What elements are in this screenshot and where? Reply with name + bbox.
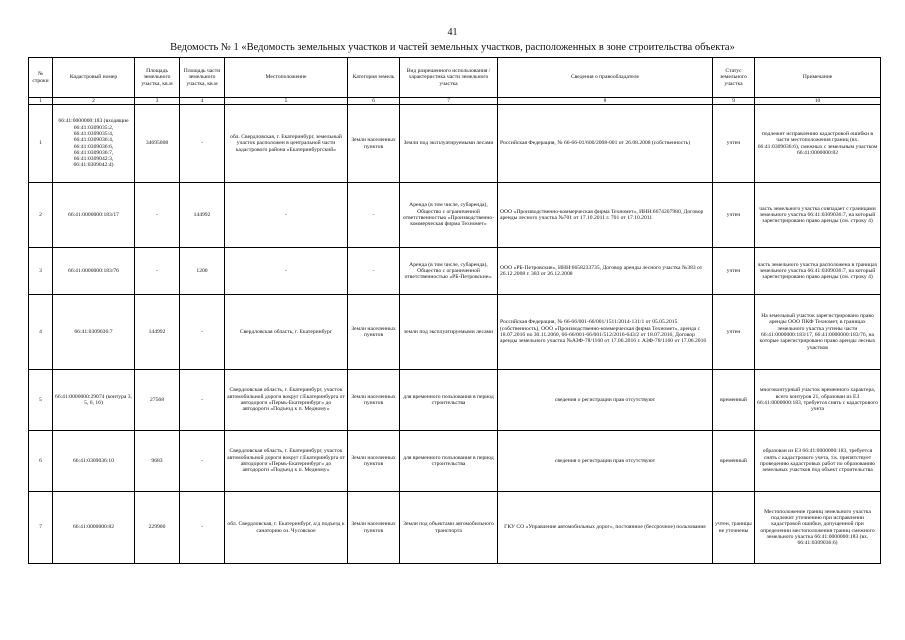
owner-info: ООО «РБ-Петровские», ИНН:6658233735, Договор аренды лесного участка №383 от 26.12.2008 г. 383 от 26.12.2008 xyxy=(498,248,713,295)
column-number: 8 xyxy=(498,98,713,105)
row-number: 2 xyxy=(29,183,53,248)
permitted-use: Земли под объектами автомобильного транспорта xyxy=(400,492,498,564)
cadastral-number: 66:41:0309036:10 xyxy=(53,431,135,492)
note: образован из ЕЗ 66:41:0000000:183, требуется снять с кадастрового учета, т.к. препятствует проведению кадастровых работ по образованию земельных участков под объект строительства xyxy=(755,431,881,492)
document-title: Ведомость № 1 «Ведомость земельных участков и частей земельных участков, расположенных в зоне строительства объекта» xyxy=(170,42,735,53)
table-row xyxy=(29,183,881,248)
land-category: - xyxy=(348,248,400,295)
land-category: Земли населенных пунктов xyxy=(348,105,400,183)
owner-info: ООО «Производственно-коммерческая фирма Техномет», ИНН:6674207980, Договор аренды лесного участка №701 от 17.10.2011 г. 701 от 17.10.2011 xyxy=(498,183,713,248)
header-note: Примечание xyxy=(755,58,881,98)
column-number: 9 xyxy=(713,98,755,105)
header-part-area: Площадь части земельного участка, кв.м xyxy=(180,58,225,98)
location: - xyxy=(225,248,348,295)
plot-area: 9683 xyxy=(135,431,180,492)
plot-status: учтен xyxy=(713,183,755,248)
table-row xyxy=(29,105,881,183)
table-row xyxy=(29,295,881,370)
plot-area: 27568 xyxy=(135,370,180,431)
owner-info: ГКУ СО «Управление автомобильных дорог», постоянное (бессрочное) пользование xyxy=(498,492,713,564)
permitted-use: Земли под эксплуатируемыми лесами xyxy=(400,105,498,183)
part-area: 144992 xyxy=(180,183,225,248)
header-row-number: № строки xyxy=(29,58,53,98)
header-plot-area: Площадь земельного участка, кв.м xyxy=(135,58,180,98)
column-number: 2 xyxy=(53,98,135,105)
location: обл. Свердловская, г. Екатеринбург, а/д подъезд к санаторию оз. Чусовское xyxy=(225,492,348,564)
note: часть земельного участка расположена в границах земельного участка 66:41:0309036:7, на который зарегистрировано право аренды (см. строку 4) xyxy=(755,248,881,295)
cadastral-number: 66:41:0000000:82 xyxy=(53,492,135,564)
note: часть земельного участка совпадает с границами земельного участка 66:41:0309036:7, на который зарегистрировано право аренды (см. строку 4) xyxy=(755,183,881,248)
column-number: 5 xyxy=(225,98,348,105)
plot-status: учтен xyxy=(713,248,755,295)
header-status: Статус земельного участка xyxy=(713,58,755,98)
owner-info: Российская Федерация, № 66-66/001-66/001/1511/2014-131/1 от 05.05.2015 (собственность), ООО «Производственно-коммерческая фирма Техномет», аренда с 18.07.2016 по 30.11.2060, 66-66/001-66/001/512/2016-643/2 от 18.07.2016, Договор аренды земельного участка №АЗФ-78/1160 от 17.06.2016 г. АЗФ-78/1160 от 17.06.2016 xyxy=(498,295,713,370)
land-category: Земли населенных пунктов xyxy=(348,295,400,370)
table-row xyxy=(29,370,881,431)
cadastral-number: 66:41:0309036:7 xyxy=(53,295,135,370)
plot-area: 144992 xyxy=(135,295,180,370)
location: Свердловская область, г. Екатеринбург xyxy=(225,295,348,370)
note: подлежит исправлению кадастровой ошибки в части местоположения границ (вх. 66:41:0309036:6), смежных с земельным участком 66:41:0000000:82 xyxy=(755,105,881,183)
table-row xyxy=(29,492,881,564)
location: Свердловская область, г. Екатеринбург, участок автомобильной дороги вокруг г.Екатеринбурга от автодороги «Пермь-Екатеринбург» до автодороги «Подъезд к п. Медному» xyxy=(225,431,348,492)
header-land-category: Категория земель xyxy=(348,58,400,98)
column-number: 3 xyxy=(135,98,180,105)
page-number: 41 xyxy=(447,27,458,38)
part-area: - xyxy=(180,370,225,431)
location: - xyxy=(225,183,348,248)
row-number: 1 xyxy=(29,105,53,183)
column-number: 7 xyxy=(400,98,498,105)
table-header-row xyxy=(29,58,881,98)
column-number: 10 xyxy=(755,98,881,105)
row-number: 4 xyxy=(29,295,53,370)
land-category: Земли населенных пунктов xyxy=(348,492,400,564)
part-area: - xyxy=(180,295,225,370)
permitted-use: земли под эксплуатируемыми лесами xyxy=(400,295,498,370)
column-number: 6 xyxy=(348,98,400,105)
table-row xyxy=(29,431,881,492)
part-area: 1200 xyxy=(180,248,225,295)
note: Местоположение границ земельного участка подлежит уточнению при исправлении кадастровой ошибки, допущенной при определении местоположения границ смежного земельного участка 66:41:0000000:183 (вх. 66:41:0309036:6) xyxy=(755,492,881,564)
part-area: - xyxy=(180,105,225,183)
table-row xyxy=(29,248,881,295)
header-location: Местоположение xyxy=(225,58,348,98)
column-numbers-row xyxy=(29,98,881,105)
land-category: - xyxy=(348,183,400,248)
note: На земельный участок зарегистрировано право аренды ООО ПКФ Техномет, в границах земельного участка учтены части 66:41:0000000:183/17, 66:41:0000000:183/76, на которые зарегистрировано право аренды лесных участков xyxy=(755,295,881,370)
part-area: - xyxy=(180,431,225,492)
plot-status: учтен xyxy=(713,295,755,370)
cadastral-number: 66:41:0000000:29074 (контура 3, 5, 6, 16) xyxy=(53,370,135,431)
header-permitted-use: Вид разрешенного использования /характеристика части земельного участка xyxy=(400,58,498,98)
cadastral-number: 66:41:0000000:183 (входящие 66:41:0309035:2, 66:41:0309035:4, 66:41:0309036:4, 66:41:0309036:6, 66:41:0309036:7, 66:41:0309042:3, 66:41:0309042:4) xyxy=(53,105,135,183)
location: Свердловская область, г. Екатеринбург, участок автомобильной дороги вокруг г.Екатеринбурга от автодороги «Пермь-Екатеринбург» до автодороги «Подъезд к п. Медному» xyxy=(225,370,348,431)
land-category: Земли населенных пунктов xyxy=(348,431,400,492)
location: обл. Свердловская, г. Екатеринбург, земельный участок расположен в центральной части кадастрового района «Екатеринбургский» xyxy=(225,105,348,183)
owner-info: сведения о регистрации прав отсутствуют xyxy=(498,431,713,492)
column-number: 4 xyxy=(180,98,225,105)
owner-info: сведения о регистрации прав отсутствуют xyxy=(498,370,713,431)
row-number: 3 xyxy=(29,248,53,295)
row-number: 7 xyxy=(29,492,53,564)
cadastral-number: 66:41:0000000:183/76 xyxy=(53,248,135,295)
part-area: - xyxy=(180,492,225,564)
permitted-use: для временного пользования в период строительства xyxy=(400,370,498,431)
header-owner-info: Сведения о правообладателе xyxy=(498,58,713,98)
plot-area: 34695008 xyxy=(135,105,180,183)
plot-status: временный xyxy=(713,431,755,492)
owner-info: Российская Федерация, № 66-66-01/600/2008-001 от 26.08.2008 (собственность) xyxy=(498,105,713,183)
plot-area: - xyxy=(135,248,180,295)
plot-status: временный xyxy=(713,370,755,431)
land-category: Земли населенных пунктов xyxy=(348,370,400,431)
row-number: 5 xyxy=(29,370,53,431)
permitted-use: Аренда (в том числе, субаренда), Общество с ограниченной ответственностью «РБ-Петровские». xyxy=(400,248,498,295)
permitted-use: для временного пользования в период строительства xyxy=(400,431,498,492)
row-number: 6 xyxy=(29,431,53,492)
plot-status: учтен xyxy=(713,105,755,183)
cadastral-number: 66:41:0000000:183/17 xyxy=(53,183,135,248)
column-number: 1 xyxy=(29,98,53,105)
permitted-use: Аренда (в том числе, субаренда), Общество с ограниченной ответственностью «Производственно-коммерческая фирма Техномет» xyxy=(400,183,498,248)
plot-area: 229900 xyxy=(135,492,180,564)
note: многоконтурный участок временного характера, всего контуров 21, образован из ЕЗ 66:41:0000000:183, требуется снять с кадастрового учета xyxy=(755,370,881,431)
plot-status: учтен, границы не уточнены xyxy=(713,492,755,564)
land-plots-table xyxy=(28,57,881,564)
plot-area: - xyxy=(135,183,180,248)
header-cadastral-number: Кадастровый номер xyxy=(53,58,135,98)
